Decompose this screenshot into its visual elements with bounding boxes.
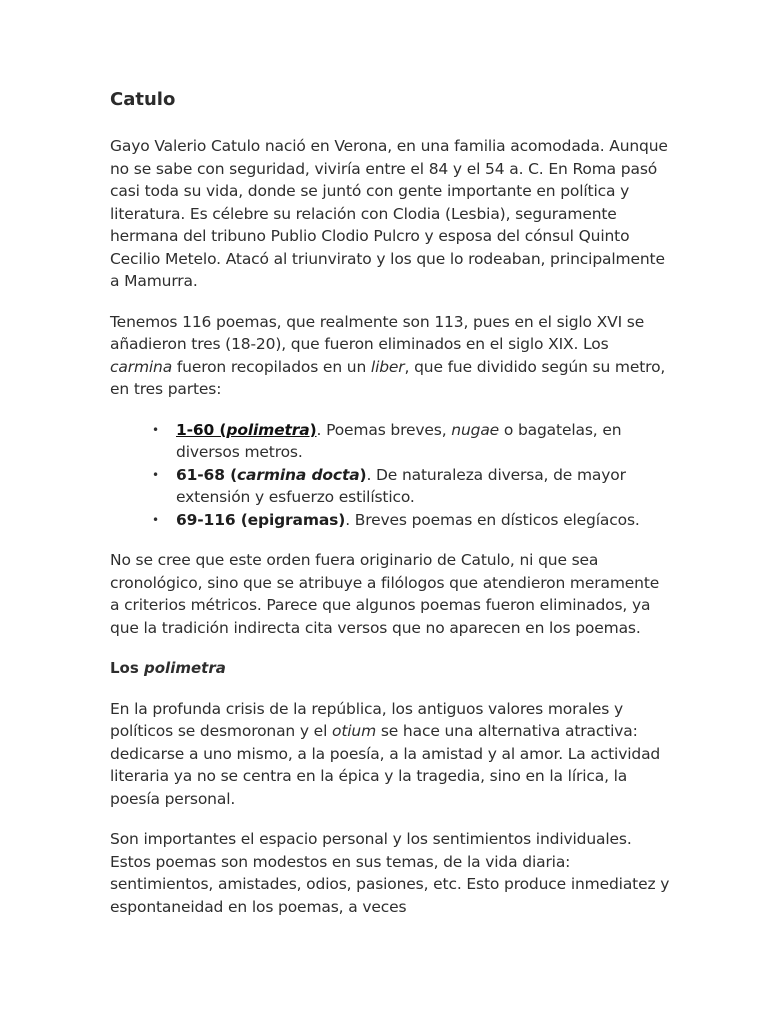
text-run: . Breves poemas en dísticos elegíacos. [345, 510, 640, 529]
text-run: . De naturaleza diversa, de mayor extensión y esfuerzo estilístico. [176, 465, 626, 506]
text-run: fueron recopilados en un [172, 357, 371, 376]
italic-term-liber: liber [370, 357, 405, 376]
bullet-icon: • [152, 422, 159, 437]
page-title: Catulo [110, 89, 176, 110]
bullet-icon: • [152, 512, 159, 527]
list-item [152, 464, 670, 509]
paragraph-intro: Gayo Valerio Catulo nació en Verona, en una familia acomodada. Aunque no se sabe con seguridad, viviría entre el 84 y el 54 a. C. En Roma pasó casi toda su vida, donde se juntó con gente importante en política y literatura. Es célebre su relación con Clodia (Lesbia), seguramente hermana del tribuno Publio Clodio Pulcro y esposa del cónsul Quinto Cecilio Metelo. Atacó al triunvirato y los que lo rodeaban, principalmente a Mamurra. [110, 137, 668, 290]
text-run: o bagatelas, en diversos metros. [176, 420, 622, 461]
list-item [152, 509, 670, 532]
paragraph-personal: Son importantes el espacio personal y los sentimientos individuales. Estos poemas son modestos en sus temas, de la vida diaria: sentimientos, amistades, odios, pasiones, etc. Esto produce inmediatez y espontaneidad en los poemas, a veces [110, 830, 670, 916]
italic-term-carmina: carmina [110, 357, 173, 376]
list-item-heading: 69-116 (epigramas) [176, 510, 346, 529]
paragraph-crisis [110, 698, 670, 811]
text-run: , que fue dividido según su metro, en tres partes: [110, 357, 666, 398]
list-item-heading: 61-68 (carmina docta) [176, 465, 367, 484]
text-run: se hace una alternativa atractiva: dedicarse a uno mismo, a la poesía, a la amistad y al amor. La actividad literaria ya no se centra en la épica y la tragedia, sino en la lírica, la poesía personal. [110, 722, 661, 808]
section-heading: Los polimetra [110, 659, 226, 677]
paragraph-poems [110, 311, 670, 401]
italic-term-nugae: nugae [451, 420, 500, 439]
text-run: . Poemas breves, [316, 420, 452, 439]
document-page [110, 87, 670, 936]
list-item [152, 419, 670, 464]
parts-list [110, 419, 670, 532]
italic-term-otium: otium [332, 722, 377, 740]
polimetra-link[interactable]: 1-60 (polimetra) [176, 420, 317, 439]
paragraph-order: No se cree que este orden fuera originario de Catulo, ni que sea cronológico, sino que se atribuye a filólogos que atendieron meramente a criterios métricos. Parece que algunos poemas fueron eliminados, ya que la tradición indirecta cita versos que no aparecen en los poemas. [110, 551, 660, 637]
text-run: En la profunda crisis de la república, los antiguos valores morales y políticos se desmoronan y el [110, 699, 623, 740]
text-run: Tenemos 116 poemas, que realmente son 113, pues en el siglo XVI se añadieron tres (18-20), que fueron eliminados en el siglo XIX. Los [110, 312, 645, 353]
bullet-icon: • [152, 467, 159, 482]
